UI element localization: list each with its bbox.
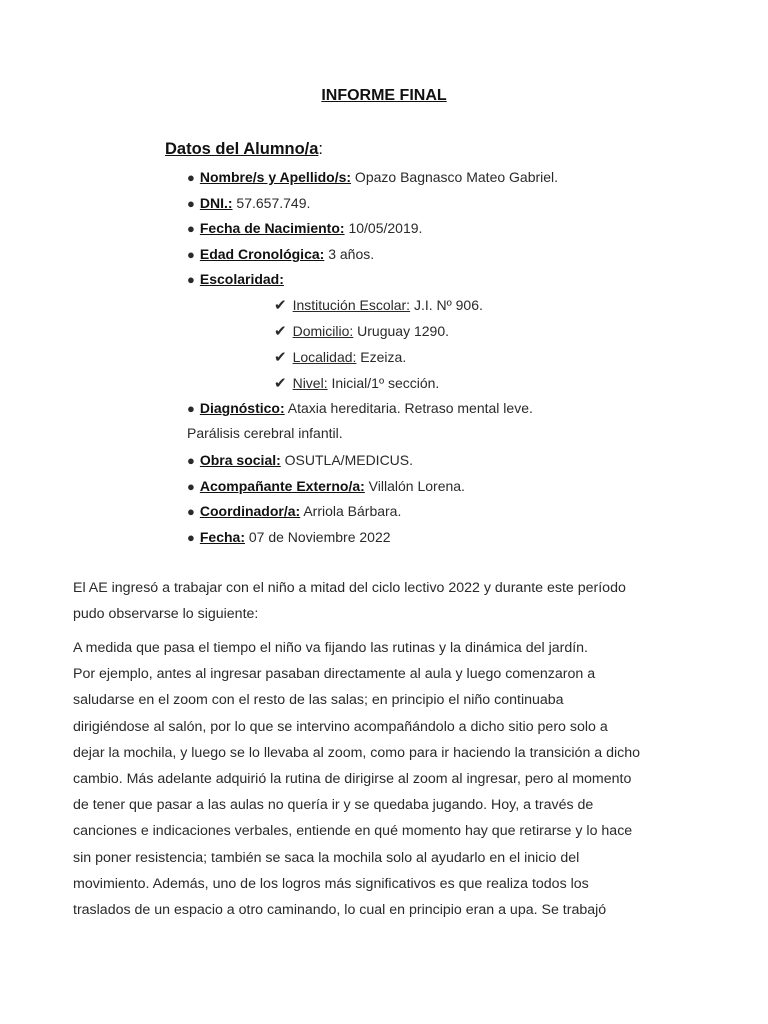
intro-paragraph	[73, 575, 698, 627]
paragraph-line: canciones e indicaciones verbales, entiende en qué momento hay que retirarse y lo hace	[73, 823, 633, 840]
bullet-icon: ●	[187, 170, 195, 185]
school-nivel	[274, 374, 439, 392]
document-title: INFORME FINAL	[321, 87, 447, 104]
paragraph-line: Por ejemplo, antes al ingresar pasaban directamente al aula y luego comenzaron a	[73, 666, 596, 683]
field-value: Villalón Lorena.	[364, 478, 465, 494]
field-label: Obra social:	[199, 452, 281, 468]
field-value: Opazo Bagnasco Mateo Gabriel.	[351, 169, 559, 185]
sub-value: J.I. Nº 906.	[410, 297, 483, 313]
field-escolaridad	[187, 271, 284, 287]
sub-label: Institución Escolar:	[292, 297, 411, 313]
field-label: Acompañante Externo/a:	[199, 478, 365, 494]
field-label: Escolaridad:	[199, 271, 284, 287]
bullet-icon: ●	[187, 401, 195, 416]
sub-value: Ezeiza.	[356, 349, 407, 365]
field-value: Arriola Bárbara.	[300, 503, 402, 519]
field-nombre	[187, 169, 558, 185]
paragraph-line: de tener que pasar a las aulas no quería ir y se quedaba jugando. Hoy, a través de	[73, 797, 594, 814]
sub-label: Nivel:	[292, 375, 328, 391]
body-paragraph	[73, 635, 698, 923]
field-dni	[187, 195, 310, 211]
paragraph-line: traslados de un espacio a otro caminando, lo cual en principio eran a upa. Se trabajó	[73, 901, 607, 918]
field-label: Fecha:	[199, 529, 245, 545]
checkmark-icon: ✔	[274, 297, 287, 314]
section-heading	[165, 140, 323, 159]
sub-label: Localidad:	[292, 349, 357, 365]
field-label: Edad Cronológica:	[199, 246, 325, 262]
paragraph-line: saludarse en el zoom con el resto de las salas; en principio el niño continuaba	[73, 692, 564, 709]
sub-label: Domicilio:	[292, 323, 354, 339]
school-domicilio	[274, 322, 449, 340]
paragraph-line: cambio. Más adelante adquirió la rutina de dirigirse al zoom al ingresar, pero al momento	[73, 770, 632, 787]
bullet-icon: ●	[187, 504, 195, 519]
field-label: Nombre/s y Apellido/s:	[199, 169, 352, 185]
field-fecha	[187, 529, 391, 545]
field-label: Diagnóstico:	[199, 400, 285, 416]
section-heading-text: Datos del Alumno/a	[165, 140, 319, 158]
school-localidad	[274, 348, 406, 366]
field-value: 3 años.	[324, 246, 375, 262]
paragraph-line: pudo observarse lo siguiente:	[73, 606, 259, 623]
paragraph-line: movimiento. Además, uno de los logros más significativos es que realiza todos los	[73, 875, 589, 892]
field-label: Coordinador/a:	[199, 503, 301, 519]
field-diagnostico	[187, 400, 533, 416]
section-heading-colon: :	[318, 140, 324, 158]
field-value: 57.657.749.	[232, 195, 311, 211]
paragraph-line: El AE ingresó a trabajar con el niño a mitad del ciclo lectivo 2022 y durante este período	[73, 580, 626, 596]
checkmark-icon: ✔	[274, 323, 287, 340]
field-edad	[187, 246, 374, 262]
bullet-icon: ●	[187, 530, 195, 545]
bullet-icon: ●	[187, 272, 195, 287]
paragraph-line: A medida que pasa el tiempo el niño va fijando las rutinas y la dinámica del jardín.	[73, 640, 588, 656]
bullet-icon: ●	[187, 221, 195, 236]
field-coordinador	[187, 503, 401, 519]
paragraph-line: dejar la mochila, y luego se lo llevaba al zoom, como para ir haciendo la transición a dicho	[73, 744, 641, 761]
sub-value: Inicial/1º sección.	[327, 375, 440, 391]
checkmark-icon: ✔	[274, 349, 287, 366]
bullet-icon: ●	[187, 453, 195, 468]
checkmark-icon: ✔	[274, 375, 287, 392]
sub-value: Uruguay 1290.	[353, 323, 449, 339]
field-value: Ataxia hereditaria. Retraso mental leve.	[284, 400, 533, 416]
field-value: OSUTLA/MEDICUS.	[280, 452, 414, 468]
school-institucion	[274, 296, 483, 314]
bullet-icon: ●	[187, 247, 195, 262]
field-value: 07 de Noviembre 2022	[244, 529, 391, 545]
field-label: Fecha de Nacimiento:	[199, 220, 345, 236]
field-fecha-nacimiento	[187, 220, 422, 236]
field-obra-social	[187, 452, 413, 468]
paragraph-line: sin poner resistencia; también se saca la mochila solo al ayudarlo en el inicio del	[73, 849, 580, 866]
bullet-icon: ●	[187, 479, 195, 494]
field-label: DNI.:	[199, 195, 233, 211]
field-value: 10/05/2019.	[344, 220, 423, 236]
paragraph-line: dirigiéndose al salón, por lo que se intervino acompañándolo a dicho sitio pero solo a	[73, 718, 608, 735]
field-acompanante	[187, 478, 465, 494]
bullet-icon: ●	[187, 196, 195, 211]
field-diagnostico-continuation: Parálisis cerebral infantil.	[187, 425, 343, 441]
